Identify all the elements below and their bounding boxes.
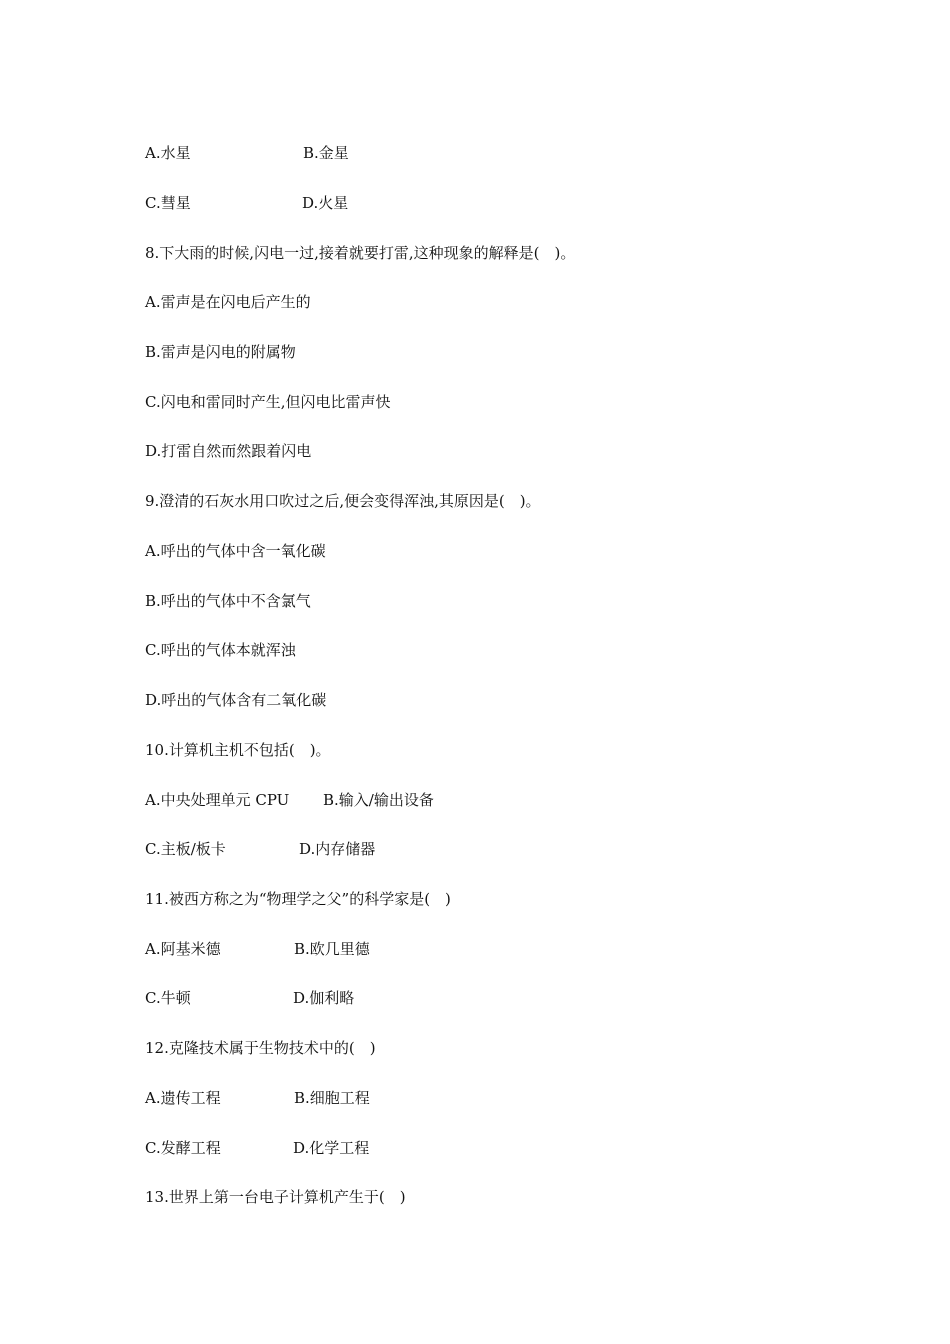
option-row xyxy=(145,985,355,1011)
option-c: C.闪电和雷同时产生,但闪电比雷声快 xyxy=(145,393,391,411)
option-d: D.内存储器 xyxy=(299,840,376,858)
option-c: C.呼出的气体本就浑浊 xyxy=(145,641,296,659)
option-row xyxy=(145,1135,370,1161)
option-b: B.输入/输出设备 xyxy=(323,791,434,809)
option-d: D.化学工程 xyxy=(293,1139,370,1157)
option-row xyxy=(145,936,370,962)
option-b: B.金星 xyxy=(303,144,349,162)
question-11: 11.被西方称之为“物理学之父”的科学家是( ) xyxy=(145,890,451,908)
question-13: 13.世界上第一台电子计算机产生于( ) xyxy=(145,1188,406,1206)
option-b: B.雷声是闪电的附属物 xyxy=(145,343,296,361)
option-row xyxy=(145,787,434,813)
option-c: C.主板/板卡 xyxy=(145,840,226,858)
option-c: C.牛顿 xyxy=(145,989,191,1007)
option-a: A.阿基米德 xyxy=(145,940,221,958)
option-d: D.火星 xyxy=(302,194,349,212)
option-d: D.伽利略 xyxy=(293,989,355,1007)
option-row xyxy=(145,190,349,216)
option-a: A.遗传工程 xyxy=(145,1089,221,1107)
option-a: A.雷声是在闪电后产生的 xyxy=(145,293,311,311)
option-a: A.水星 xyxy=(145,144,191,162)
question-8: 8.下大雨的时候,闪电一过,接着就要打雷,这种现象的解释是( )。 xyxy=(145,244,576,262)
option-b: B.呼出的气体中不含氯气 xyxy=(145,592,311,610)
question-12: 12.克隆技术属于生物技术中的( ) xyxy=(145,1039,376,1057)
question-9: 9.澄清的石灰水用口吹过之后,便会变得浑浊,其原因是( )。 xyxy=(145,492,541,510)
option-a: A.呼出的气体中含一氧化碳 xyxy=(145,542,326,560)
option-b: B.欧几里德 xyxy=(294,940,370,958)
option-c: C.发酵工程 xyxy=(145,1139,221,1157)
option-a: A.中央处理单元 CPU xyxy=(145,791,290,809)
option-row xyxy=(145,140,349,166)
option-b: B.细胞工程 xyxy=(294,1089,370,1107)
option-c: C.彗星 xyxy=(145,194,191,212)
option-d: D.呼出的气体含有二氧化碳 xyxy=(145,691,327,709)
option-d: D.打雷自然而然跟着闪电 xyxy=(145,442,312,460)
option-row xyxy=(145,1085,370,1111)
option-row xyxy=(145,836,376,862)
question-10: 10.计算机主机不包括( )。 xyxy=(145,741,331,759)
